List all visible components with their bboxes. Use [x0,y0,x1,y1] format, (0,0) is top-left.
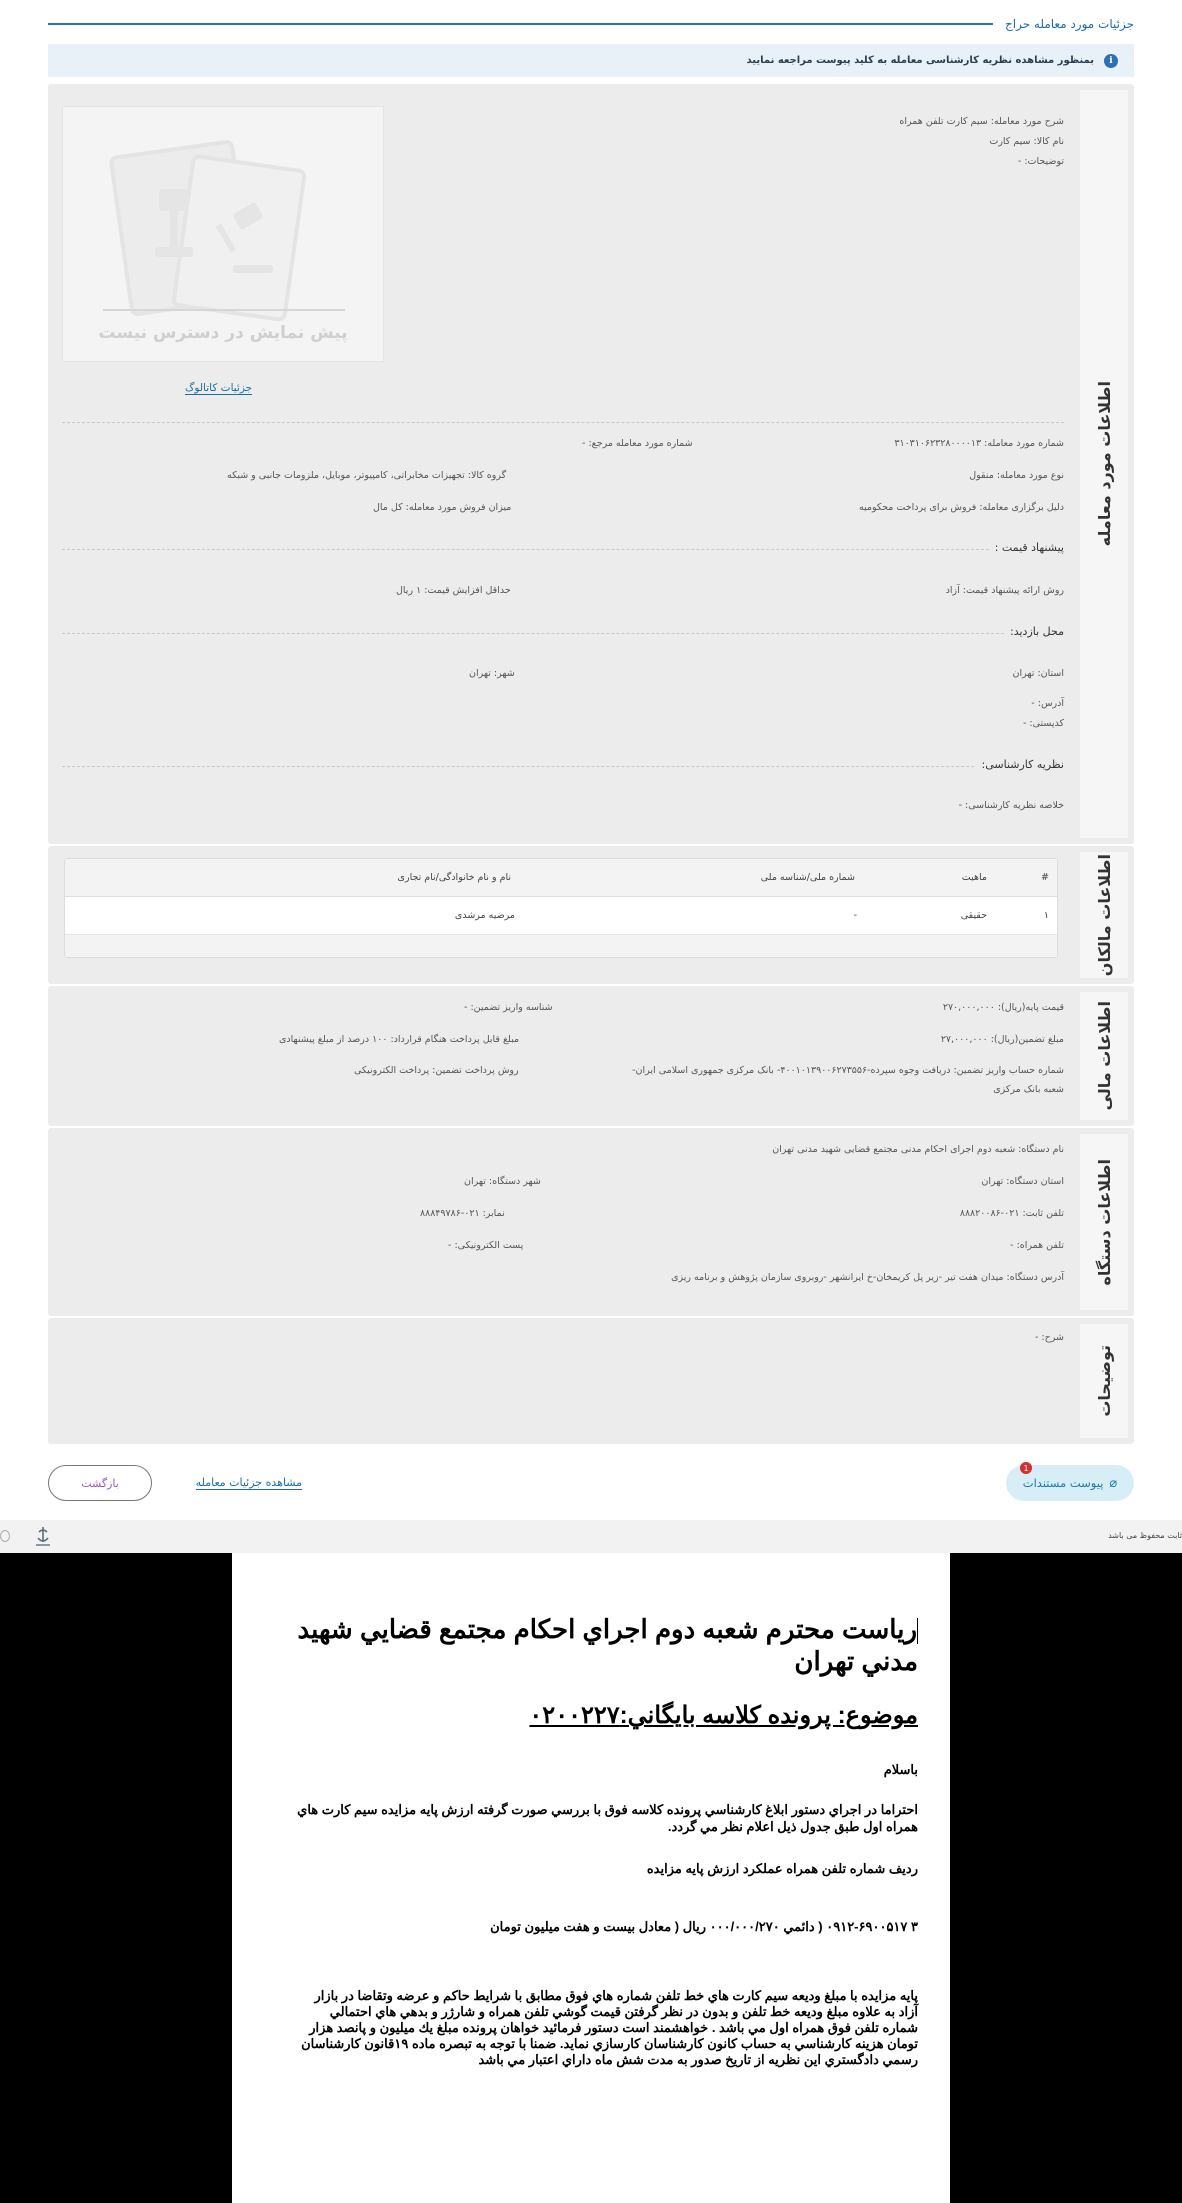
account-number-cont: شعبه بانک مرکزی [993,1084,1064,1095]
table-header [65,859,1057,897]
financial-section [48,986,1134,1126]
owner-national-id: - [853,910,857,921]
owners-section [48,846,1134,984]
sale-amount: میزان فروش مورد معامله: کل مال [373,502,512,513]
document-table-row: ۳ ۰۹۱۲-۶۹۰۰۵۱۷ ( دائمي ۰۰۰/۰۰۰/۲۷۰ ريال ( معادل بيست و هفت ميليون تومان [490,1919,918,1934]
expert-summary: خلاصه نظریه کارشناسی: - [958,800,1064,811]
table-row [65,897,1057,935]
attachments-button[interactable] [1006,1465,1134,1501]
info-banner [48,44,1134,77]
expert-report-document [232,1553,950,2203]
divider [62,422,1064,423]
column-header: # [1041,872,1049,883]
owners-table [64,858,1058,958]
document-table-header: رديف شماره تلفن همراه عملكرد ارزش پايه مزايده [646,1861,918,1876]
image-preview [62,106,384,362]
notes-description: شرح: - [1035,1332,1064,1343]
item-description: شرح مورد معامله: سیم کارت تلفن همراه [899,116,1064,127]
info-text: بمنظور مشاهده نظریه کارشناسی معامله به کلید پیوست مراجعه نمایید [746,55,1094,66]
preview-unavailable-text: پیش نمایش در دسترس نیست [98,323,348,343]
item-notes: توضیحات: - [1017,156,1064,167]
expert-opinion-title: نظریه کارشناسی: [976,758,1065,771]
owner-nature: حقیقی [960,910,987,921]
document-greeting: باسلام [883,1762,918,1777]
offer-method: روش ارائه پیشنهاد قیمت: آزاد [945,585,1064,596]
transaction-reason: دلیل برگزاری معامله: فروش برای پرداخت محکومیه [858,502,1064,513]
notes-section [48,1318,1134,1444]
item-number: شماره مورد معامله: ۳۱۰۳۱۰۶۲۳۲۸۰۰۰۰۱۳ [894,438,1064,449]
info-icon: i [1104,54,1118,68]
item-type: نوع مورد معامله: منقول [969,470,1064,481]
organization-section [48,1128,1134,1316]
org-city: شهر دستگاه: تهران [464,1176,541,1187]
item-info-tab[interactable]: اطلاعات مورد معامله [1080,90,1128,838]
org-name: نام دستگاه: شعبه دوم اجرای احکام مدنی مجتمع قضایی شهید مدنی تهران [772,1144,1064,1155]
judiciary-logo-icon [30,1524,56,1550]
column-header: شماره ملی/شناسه ملی [760,872,855,883]
column-header: نام و نام خانوادگی/نام تجاری [397,872,511,883]
back-button[interactable]: بازگشت [48,1465,152,1501]
org-province: استان دستگاه: تهران [981,1176,1064,1187]
table-footer [65,935,1057,957]
visit-location-title: محل بازدید: [1004,625,1064,638]
financial-tab[interactable]: اطلاعات مالی [1080,992,1128,1120]
view-transaction-details-link[interactable]: مشاهده جزئیات معامله [195,1476,302,1489]
visit-city: شهر: تهران [469,668,515,679]
payable-amount: مبلغ قابل پرداخت هنگام قرارداد: ۱۰۰ درصد از مبلغ پیشنهادی [279,1034,520,1045]
org-phone: تلفن ثابت: ۰۲۱-۸۸۸۲۰۰۸۶ [959,1208,1064,1219]
payment-method: روش پرداخت تضمین: پرداخت الکترونیکی [354,1065,519,1076]
org-fax: نمابر: ۰۲۱-۸۸۸۴۹۷۸۶ [420,1208,505,1219]
title-divider [48,23,993,25]
owners-tab[interactable]: اطلاعات مالکان [1080,852,1128,978]
goods-group: گروه کالا: تجهیزات مخابراتی، کامپیوتر، موبایل، ملزومات جانبی و شبکه [227,470,507,481]
divider [62,633,1064,634]
document-intro: احتراما در اجراي دستور ابلاغ كارشناسي پرونده كلاسه فوق با بررسي صورت گرفته ارزش پايه مزايده سيم كارت هاي همراه اول طبق جدول ذيل اعلام نظر مي گردد. [297,1802,918,1834]
document-title: رياست محترم شعبه دوم اجراي احكام مجتمع قضايي شهيد مدني تهران [297,1614,918,1676]
emblem-icon [0,1530,10,1542]
divider [62,549,1064,550]
page-title: جزئیات مورد معامله حراج [1005,17,1134,31]
organization-tab[interactable]: اطلاعات دستگاه [1080,1134,1128,1310]
guarantee-amount: مبلغ تضمین(ریال): ۲۷,۰۰۰,۰۰۰ [940,1034,1064,1045]
footer [0,1520,1182,1553]
row-index: ۱ [1043,910,1049,921]
ref-number: شماره مورد معامله مرجع: - [582,438,693,449]
deposit-id: شناسه واریز تضمین: - [464,1002,553,1013]
visit-address: آدرس: - [1031,698,1064,709]
notes-tab[interactable]: توضیحات [1080,1324,1128,1438]
owner-name: مرضیه مرشدی [454,910,515,921]
document-body: پايه مزايده با مبلغ وديعه سيم كارت هاي خط تلفن شماره هاي فوق مطابق با شرايط حاكم و عرضه وتقاضا در بازار آزاد به علاوه مبلغ وديعه خط تلفن و بدون در نظر گرفتن قيمت گوشي تلفن همراه و شارژر و بدهي هاي احتمالي شماره تلفن فوق همراه اول مي باشد . خواهشمند است دستور فرمائيد خواهان پرونده مبلغ يك ميليون و پانصد هزار تومان هزينه كارشناسي به حساب كانون كارشناسان كارسازي نمايد. ضمنا با توجه به تبصره ماده ۱۹قانون كارشناسان رسمي دادگستري اين نظريه از تاريخ صدور به مدت شش ماه داراي اعتبار مي باشد [301,1988,918,2067]
min-increase: حداقل افزایش قیمت: ۱ ریال [396,585,511,596]
attachments-label: پیوست مستندات [1022,1476,1104,1490]
document-subject: موضوع: پرونده كلاسه بايگاني:۰۲۰۰۲۲۷ [529,1702,918,1729]
attachments-count-badge: 1 [1020,1462,1032,1474]
account-number: شماره حساب واریز تضمین: دریافت وجوه سپرده-۴۰۰۱۰۱۳۹۰۰۶۲۷۳۵۵۶- بانک مرکزی جمهوری اسلامی ایران- [632,1065,1064,1076]
page-header [48,14,1134,34]
column-header: ماهیت [961,872,987,883]
copyright-text: ثابت محفوظ می باشد [1108,1531,1182,1540]
visit-province: استان: تهران [1012,668,1064,679]
price-offer-title: پیشنهاد قیمت : [989,541,1064,554]
divider [62,766,1064,767]
visit-postal-code: کدپستی: - [1022,718,1064,729]
catalog-details-link[interactable]: جزئیات کاتالوگ [185,382,253,394]
paperclip-icon: ⌀ [1109,1475,1118,1491]
text-cursor [917,1618,918,1644]
goods-name: نام کالا: سیم کارت [989,136,1064,147]
item-info-section [48,84,1134,844]
org-email: پست الکترونیکی: - [448,1240,524,1251]
org-address: آدرس دستگاه: میدان هفت تیر -زیر پل کریمخان-خ ایرانشهر -روبروی سازمان پژوهش و برنامه ریزی [671,1272,1064,1283]
base-price: قیمت پایه(ریال): ۲۷۰,۰۰۰,۰۰۰ [942,1002,1064,1013]
org-mobile: تلفن همراه: - [1010,1240,1064,1251]
